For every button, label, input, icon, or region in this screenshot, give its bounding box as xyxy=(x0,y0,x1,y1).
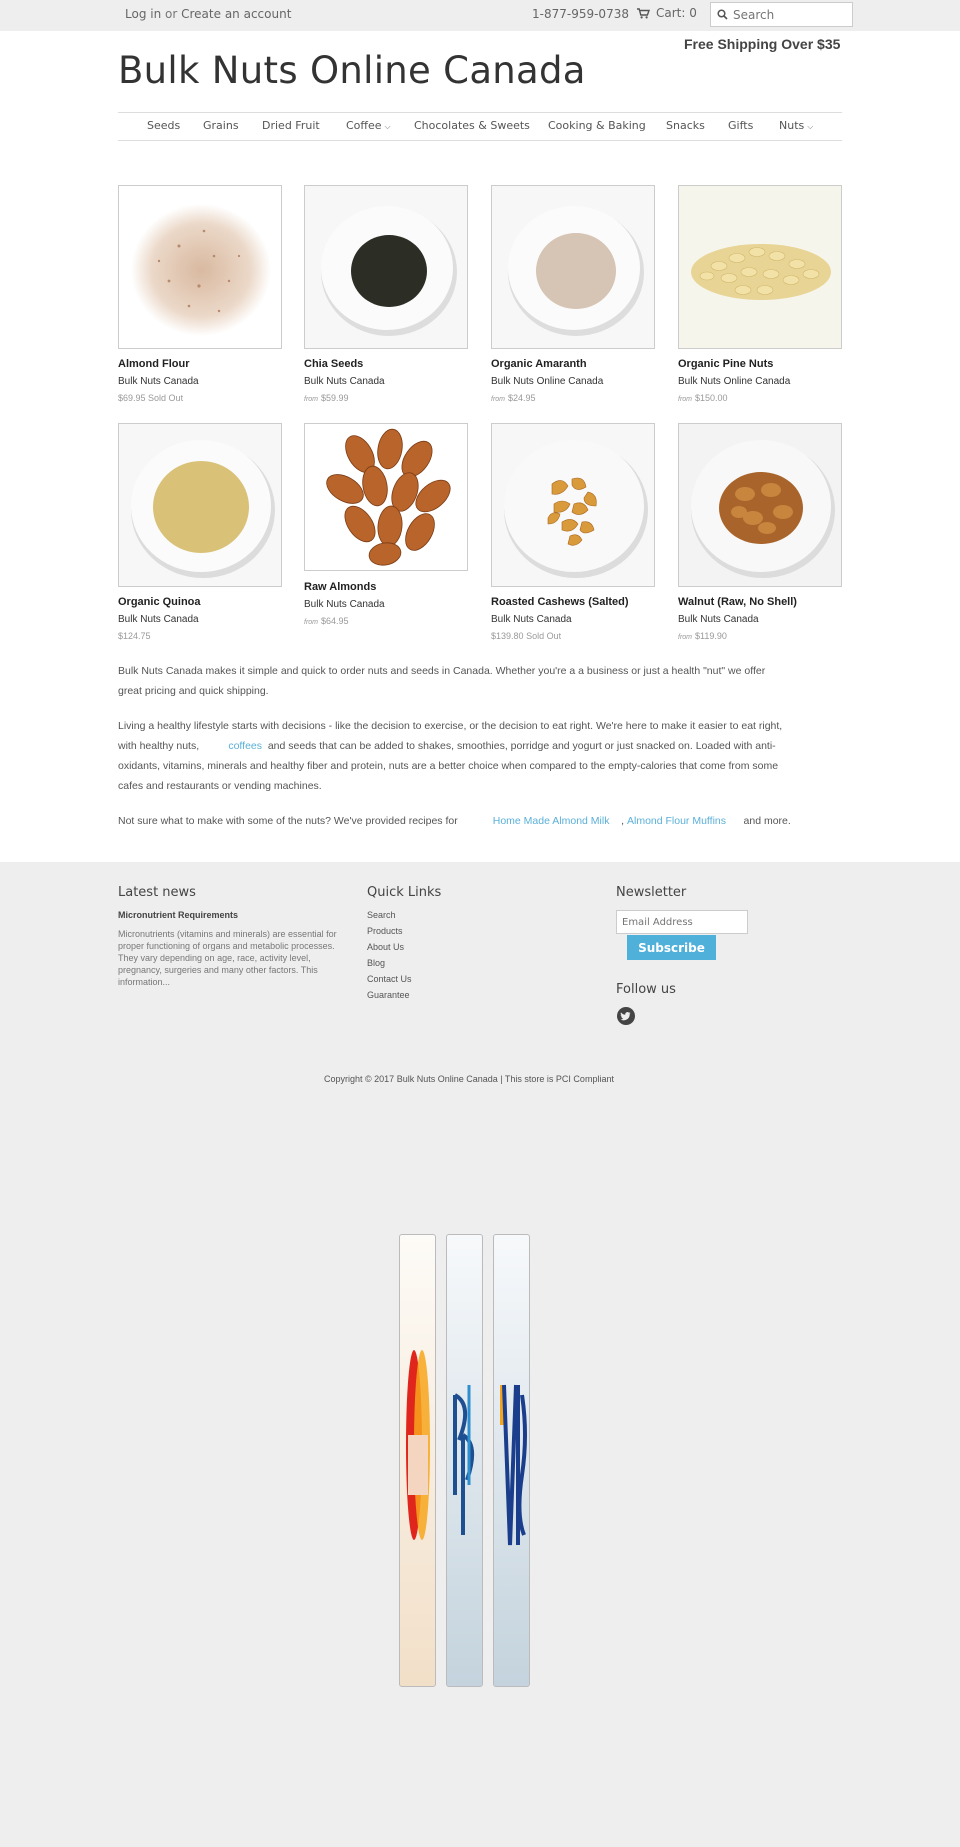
product-image-raw-almonds[interactable] xyxy=(304,423,468,571)
from-label: from xyxy=(491,396,505,403)
twitter-icon xyxy=(617,1007,635,1025)
nav-item-grains[interactable]: Grains xyxy=(203,119,239,132)
follow-us-title: Follow us xyxy=(616,982,676,997)
product-price xyxy=(304,393,349,403)
chevron-down-icon: ⌵ xyxy=(807,122,814,131)
product-price xyxy=(491,393,536,403)
product-name[interactable]: Organic Pine Nuts xyxy=(678,358,774,370)
recipes-text: Not sure what to make with some of the nuts? We've provided recipes for xyxy=(118,815,458,827)
product-name[interactable]: Chia Seeds xyxy=(304,358,364,370)
main-nav xyxy=(118,112,842,141)
coffees-link[interactable]: coffees xyxy=(228,740,262,752)
lifestyle-paragraph xyxy=(118,716,793,796)
product-vendor: Bulk Nuts Online Canada xyxy=(491,376,604,387)
price-value: $150.00 xyxy=(695,393,728,403)
almond-flour-muffins-link[interactable]: Almond Flour Muffins xyxy=(626,815,726,827)
search-box xyxy=(710,2,853,27)
from-label: from xyxy=(678,634,692,641)
raw-almonds-picture xyxy=(305,424,468,571)
lifestyle-text-2: and seeds that can be added to shakes, smoothies, porridge and yogurt or just snacked on. Loaded with anti-oxidants, vitamins, minerals and healthy fiber and protein, nuts are a better choice when compared to the empty-calories that come from some cafes and restaurants or vending machines. xyxy=(118,740,779,792)
nav-item-cooking-baking[interactable]: Cooking & Baking xyxy=(548,119,646,132)
recipes-paragraph xyxy=(118,811,848,831)
price-value: $124.75 xyxy=(118,631,151,641)
visa-icon xyxy=(493,1234,530,1687)
price-value: $119.90 xyxy=(695,631,727,641)
top-bar xyxy=(0,0,960,31)
price-value: $69.95 xyxy=(118,393,146,403)
lifestyle-text-1: Living a healthy lifestyle starts with decisions - like the decision to exercise, or the decision to eat right. We're here to make it easier to eat right, with healthy nuts, xyxy=(118,720,783,752)
quinoa-picture xyxy=(119,424,282,587)
almond-milk-recipe-link[interactable]: Home Made Almond Milk xyxy=(492,815,610,827)
almond-flour-picture xyxy=(119,186,282,349)
amaranth-picture xyxy=(492,186,655,349)
nav-item-snacks[interactable]: Snacks xyxy=(666,119,705,132)
product-image-almond-flour[interactable] xyxy=(118,185,282,349)
chevron-down-icon: ⌵ xyxy=(384,122,391,131)
cart-icon xyxy=(637,8,650,19)
price-value: $59.99 xyxy=(321,393,349,403)
cart-label: Cart: 0 xyxy=(656,6,697,20)
search-icon xyxy=(717,9,728,20)
create-account-link[interactable]: Create an account xyxy=(181,7,292,21)
login-link[interactable]: Log in xyxy=(125,7,162,21)
product-price xyxy=(491,631,561,641)
product-image-organic-pine-nuts[interactable] xyxy=(678,185,842,349)
nav-item-nuts[interactable] xyxy=(779,119,813,132)
quick-link-products[interactable]: Products xyxy=(367,926,403,936)
recipes-comma: , xyxy=(621,815,625,827)
recipes-and-more: and more. xyxy=(743,815,791,827)
product-price xyxy=(118,631,151,641)
product-price xyxy=(304,616,349,626)
product-vendor: Bulk Nuts Canada xyxy=(118,614,199,625)
product-vendor: Bulk Nuts Canada xyxy=(304,599,385,610)
product-vendor: Bulk Nuts Canada xyxy=(118,376,199,387)
product-image-chia-seeds[interactable] xyxy=(304,185,468,349)
twitter-link[interactable] xyxy=(617,1007,635,1025)
or-text: or xyxy=(165,7,178,21)
paypal-icon xyxy=(446,1234,483,1687)
mastercard-icon xyxy=(399,1234,436,1687)
account-links xyxy=(125,7,291,21)
product-name[interactable]: Raw Almonds xyxy=(304,581,377,593)
from-label: from xyxy=(678,396,692,403)
product-vendor: Bulk Nuts Canada xyxy=(678,614,759,625)
latest-news-title: Latest news xyxy=(118,885,196,900)
product-name[interactable]: Almond Flour xyxy=(118,358,190,370)
quick-link-search[interactable]: Search xyxy=(367,910,396,920)
quick-link-contact-us[interactable]: Contact Us xyxy=(367,974,412,984)
chia-seeds-picture xyxy=(305,186,468,349)
sold-out-label: Sold Out xyxy=(526,631,562,641)
price-value: $139.80 xyxy=(491,631,524,641)
product-name[interactable]: Organic Quinoa xyxy=(118,596,201,608)
nav-item-coffee[interactable] xyxy=(346,119,391,132)
quick-link-blog[interactable]: Blog xyxy=(367,958,386,968)
phone-number: 1-877-959-0738 xyxy=(532,7,629,21)
product-price xyxy=(678,393,728,403)
email-field[interactable] xyxy=(616,910,748,934)
product-price xyxy=(118,393,183,403)
product-name[interactable]: Walnut (Raw, No Shell) xyxy=(678,596,797,608)
news-headline-link[interactable]: Micronutrient Requirements xyxy=(118,910,239,920)
product-name[interactable]: Roasted Cashews (Salted) xyxy=(491,596,629,608)
product-name[interactable]: Organic Amaranth xyxy=(491,358,587,370)
walnut-picture xyxy=(679,424,842,587)
intro-paragraph: Bulk Nuts Canada makes it simple and quick to order nuts and seeds in Canada. Whether you're a a business or just a health "nut" we offer great pricing and quick shipping. xyxy=(118,665,766,697)
quick-link-about-us[interactable]: About Us xyxy=(367,942,405,952)
price-value: $24.95 xyxy=(508,393,536,403)
from-label: from xyxy=(304,619,318,626)
nav-item-seeds[interactable]: Seeds xyxy=(147,119,181,132)
sold-out-label: Sold Out xyxy=(148,393,184,403)
site-logo[interactable]: Bulk Nuts Online Canada xyxy=(118,49,586,92)
product-price xyxy=(678,631,727,641)
quick-links-title: Quick Links xyxy=(367,885,442,900)
from-label: from xyxy=(304,396,318,403)
newsletter-title: Newsletter xyxy=(616,885,687,900)
product-vendor: Bulk Nuts Online Canada xyxy=(678,376,791,387)
product-image-organic-amaranth[interactable] xyxy=(491,185,655,349)
nav-item-gifts[interactable]: Gifts xyxy=(728,119,754,132)
shipping-banner: Free Shipping Over $35 xyxy=(684,36,841,52)
news-excerpt: Micronutrients (vitamins and minerals) are essential for proper functioning of organs and metabolic processes. They vary depending on age, race, activity level, pregnancy, surgeries and many other factors. This information... xyxy=(118,929,337,987)
product-image-roasted-cashews[interactable] xyxy=(491,423,655,587)
product-vendor: Bulk Nuts Canada xyxy=(304,376,385,387)
nav-item-chocolates-sweets[interactable]: Chocolates & Sweets xyxy=(414,119,530,132)
search-input[interactable] xyxy=(733,8,843,22)
nav-item-nuts-label: Nuts xyxy=(779,119,805,132)
product-image-organic-quinoa[interactable] xyxy=(118,423,282,587)
cashews-picture xyxy=(492,424,655,587)
nav-item-dried-fruit[interactable]: Dried Fruit xyxy=(262,119,320,132)
product-image-walnut[interactable] xyxy=(678,423,842,587)
cart-link[interactable] xyxy=(637,6,697,20)
price-value: $64.95 xyxy=(321,616,349,626)
nav-item-coffee-label: Coffee xyxy=(346,119,382,132)
subscribe-button[interactable]: Subscribe xyxy=(627,935,716,960)
copyright: Copyright © 2017 Bulk Nuts Online Canada | This store is PCI Compliant xyxy=(324,1074,614,1084)
pine-nuts-picture xyxy=(679,186,842,349)
product-vendor: Bulk Nuts Canada xyxy=(491,614,572,625)
quick-link-guarantee[interactable]: Guarantee xyxy=(367,990,410,1000)
